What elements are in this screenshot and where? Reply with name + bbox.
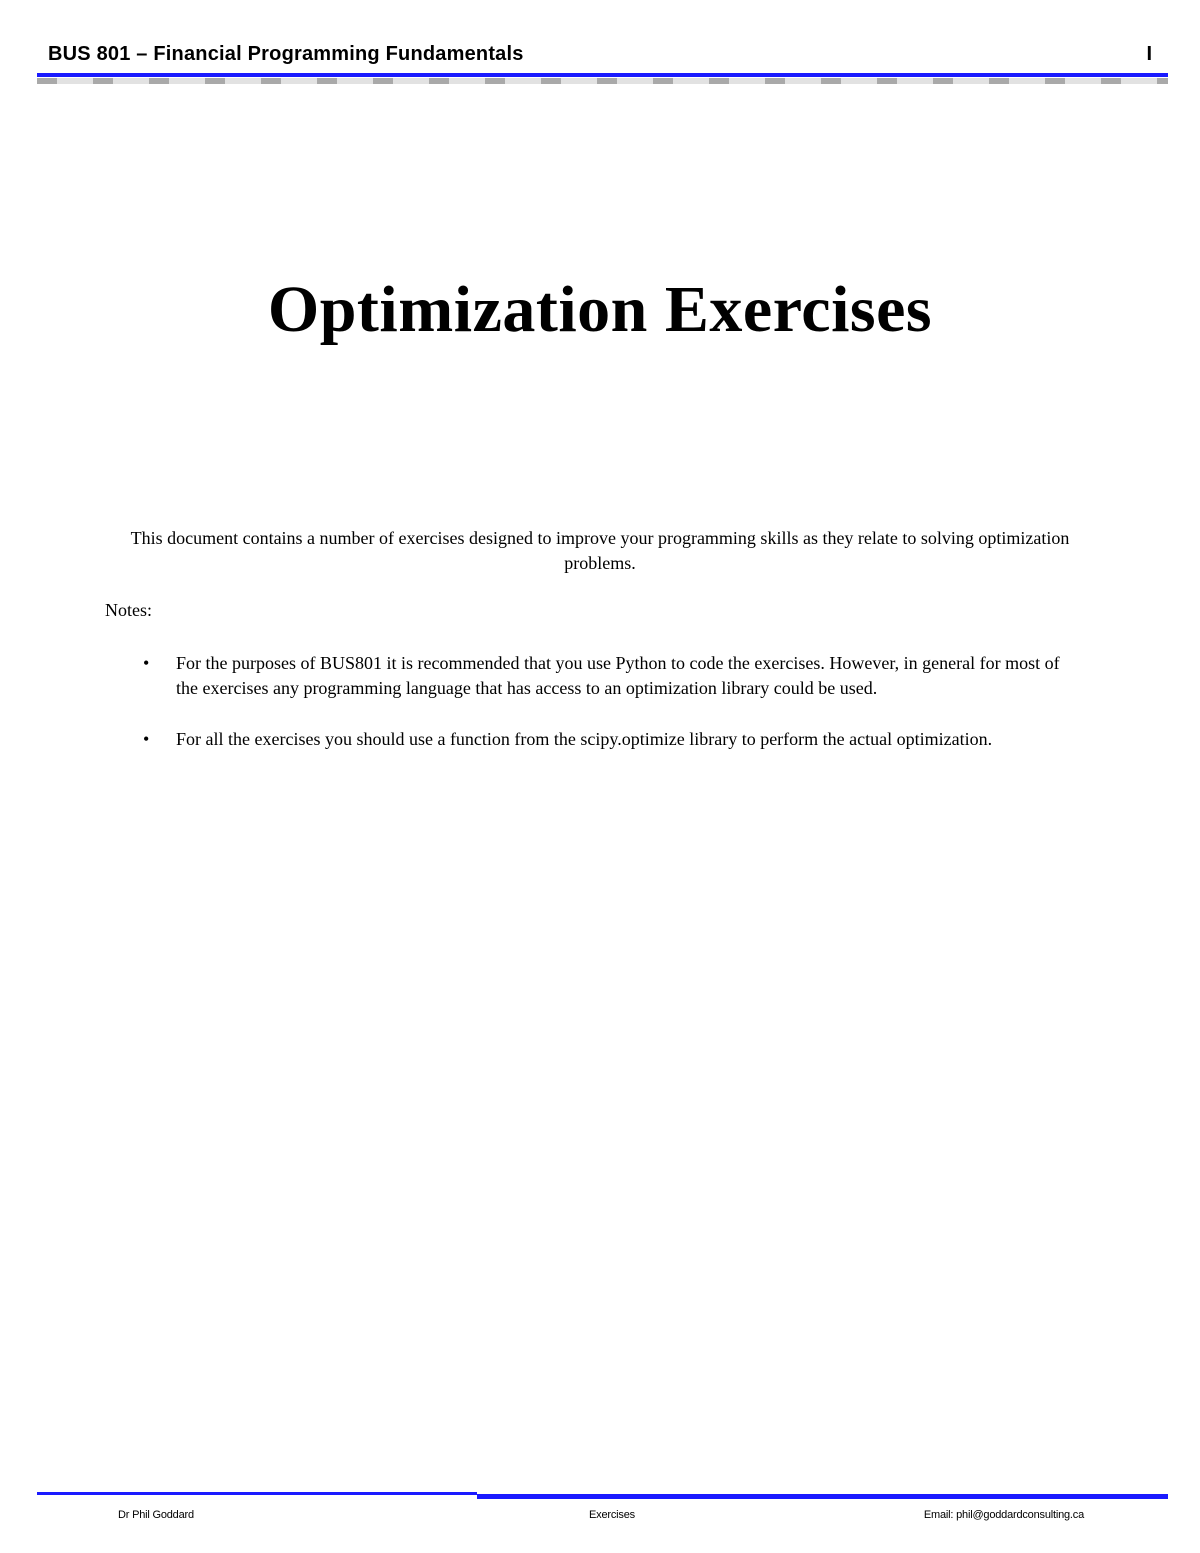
note-text: For all the exercises you should use a function from the scipy.optimize library to perform the actual optimization. bbox=[176, 729, 993, 749]
header-dashed-rule bbox=[37, 78, 1168, 84]
bullet-icon: • bbox=[143, 653, 150, 673]
footer-section: Exercises bbox=[589, 1509, 635, 1521]
notes-label: Notes: bbox=[105, 600, 152, 620]
document-title: Optimization Exercises bbox=[267, 273, 933, 346]
note-text: For the purposes of BUS801 it is recommended that you use Python to code the exercises. However, in general for most of the exercises any programming language that has access to an optimization library could be used. bbox=[176, 653, 1060, 698]
page-number: I bbox=[1146, 43, 1152, 65]
bullet-icon: • bbox=[143, 729, 150, 749]
footer-email: Email: phil@goddardconsulting.ca bbox=[923, 1509, 1084, 1521]
header-rule bbox=[37, 73, 1168, 77]
list-item bbox=[105, 651, 1085, 701]
footer-author: Dr Phil Goddard bbox=[118, 1509, 194, 1521]
course-title: BUS 801 – Financial Programming Fundamentals bbox=[48, 43, 524, 65]
footer-rule-right bbox=[477, 1494, 1168, 1499]
notes-list bbox=[105, 651, 1085, 778]
footer-rule-left bbox=[37, 1492, 477, 1495]
list-item bbox=[105, 727, 1085, 752]
intro-paragraph: This document contains a number of exercises designed to improve your programming skills as they relate to solving optimization problems. bbox=[130, 528, 1070, 573]
